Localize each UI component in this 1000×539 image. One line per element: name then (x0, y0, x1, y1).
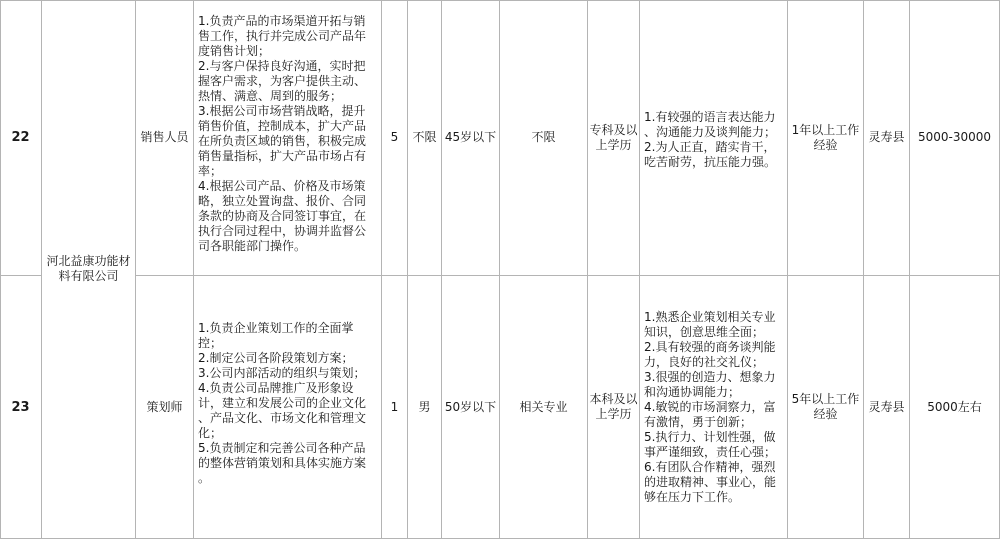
requirements (640, 276, 788, 539)
duty-line: 售工作，执行并完成公司产品年 (198, 29, 367, 43)
major: 相关专业 (500, 276, 588, 539)
work-location: 灵寿县 (864, 276, 910, 539)
duty-line: 1.负责企业策划工作的全面掌 (198, 321, 354, 335)
education (588, 0, 640, 276)
education-line: 上学历 (595, 137, 632, 152)
experience-line: 经验 (813, 407, 838, 421)
requirement-line: 事严谨细致，责任心强； (644, 445, 777, 459)
duty-line: 略，独立处置询盘、报价、合同 (198, 194, 367, 208)
duty-line: 司各职能部门操作。 (198, 239, 307, 253)
requirement-line: 知识，创意思维全面； (644, 325, 765, 339)
requirement-line: 够在压力下工作。 (644, 490, 741, 504)
duty-line: 销售价值，控制成本，扩大产品 (198, 119, 367, 133)
experience (788, 0, 864, 276)
salary: 5000-30000 (910, 0, 1000, 276)
duty-line: 4.根据公司产品、价格及市场策 (198, 179, 366, 193)
duty-line: 热情、满意、周到的服务； (198, 89, 343, 103)
education (588, 276, 640, 539)
duty-line: 1.负责产品的市场渠道开拓与销 (198, 14, 366, 28)
age-limit: 50岁以下 (442, 276, 500, 539)
job-duties (194, 276, 382, 539)
duty-line: 3.公司内部活动的组织与策划； (198, 366, 366, 380)
requirement-line: 1.有较强的语言表达能力 (644, 110, 776, 124)
duty-line: 执行合同过程中，协调并监督公 (198, 224, 367, 238)
requirement-line: 3.很强的创造力、想象力 (644, 370, 776, 384)
education-line: 本科及以 (589, 392, 638, 406)
experience (788, 276, 864, 539)
position-title: 销售人员 (136, 0, 194, 276)
duty-line: 在所负责区域的销售，积极完成 (198, 134, 367, 148)
company-name: 河北益康功能材料有限公司 (42, 0, 136, 539)
requirement-line: 、沟通能力及谈判能力； (644, 125, 777, 139)
duty-line: 3.根据公司市场营销战略，提升 (198, 104, 366, 118)
job-duties-lines (198, 14, 379, 254)
requirement-line: 4.敏锐的市场洞察力，富 (644, 400, 776, 414)
duty-line: 。 (198, 471, 211, 485)
duty-line: 的整体营销策划和具体实施方案 (198, 456, 367, 470)
requirement-line: 2.具有较强的商务谈判能 (644, 340, 776, 354)
requirement-line: 有激情，勇于创新； (644, 415, 753, 429)
requirement-line: 6.有团队合作精神，强烈 (644, 460, 776, 474)
duty-line: 率； (198, 164, 223, 178)
requirement-line: 1.熟悉企业策划相关专业 (644, 310, 776, 324)
education-line: 专科及以 (589, 122, 638, 137)
duty-line: 计，建立和发展公司的企业文化 (198, 396, 367, 410)
duty-line: 控； (198, 336, 223, 350)
requirement-line: 和沟通协调能力； (644, 385, 741, 399)
duty-line: 握客户需求，为客户提供主动、 (198, 74, 367, 88)
duty-line: 化； (198, 426, 223, 440)
work-location: 灵寿县 (864, 0, 910, 276)
requirement-line: 吃苦耐劳，抗压能力强。 (644, 155, 777, 169)
requirements (640, 0, 788, 276)
duty-line: 2.制定公司各阶段策划方案； (198, 351, 354, 365)
education-line: 上学历 (595, 407, 632, 421)
position-title: 策划师 (136, 276, 194, 539)
experience-line: 5年以上工作 (791, 392, 860, 406)
experience-line: 1年以上工作 (791, 122, 860, 137)
requirements-lines (644, 310, 785, 505)
duty-line: 销售量指标，扩大产品市场占有 (198, 149, 367, 163)
duty-line: 、产品文化、市场文化和管理文 (198, 411, 367, 425)
experience-line: 经验 (813, 137, 838, 152)
duty-line: 条款的协商及合同签订事宜，在 (198, 209, 367, 223)
job-duties-lines (198, 321, 379, 486)
gender: 男 (408, 276, 442, 539)
salary: 5000左右 (910, 276, 1000, 539)
duty-line: 4.负责公司品牌推广及形象设 (198, 381, 354, 395)
age-limit: 45岁以下 (442, 0, 500, 276)
row-number: 23 (0, 276, 42, 539)
duty-line: 度销售计划； (198, 44, 271, 58)
duty-line: 5.负责制定和完善公司各种产品 (198, 441, 366, 455)
job-duties (194, 0, 382, 276)
row-number: 22 (0, 0, 42, 276)
major: 不限 (500, 0, 588, 276)
requirement-line: 5.执行力、计划性强，做 (644, 430, 776, 444)
headcount: 1 (382, 276, 408, 539)
requirement-line: 的进取精神、事业心，能 (644, 475, 777, 489)
requirement-line: 力，良好的社交礼仪； (644, 355, 765, 369)
gender: 不限 (408, 0, 442, 276)
headcount: 5 (382, 0, 408, 276)
duty-line: 2.与客户保持良好沟通，实时把 (198, 59, 366, 73)
requirement-line: 2.为人正直，踏实肯干， (644, 140, 776, 154)
requirements-lines (644, 110, 785, 170)
